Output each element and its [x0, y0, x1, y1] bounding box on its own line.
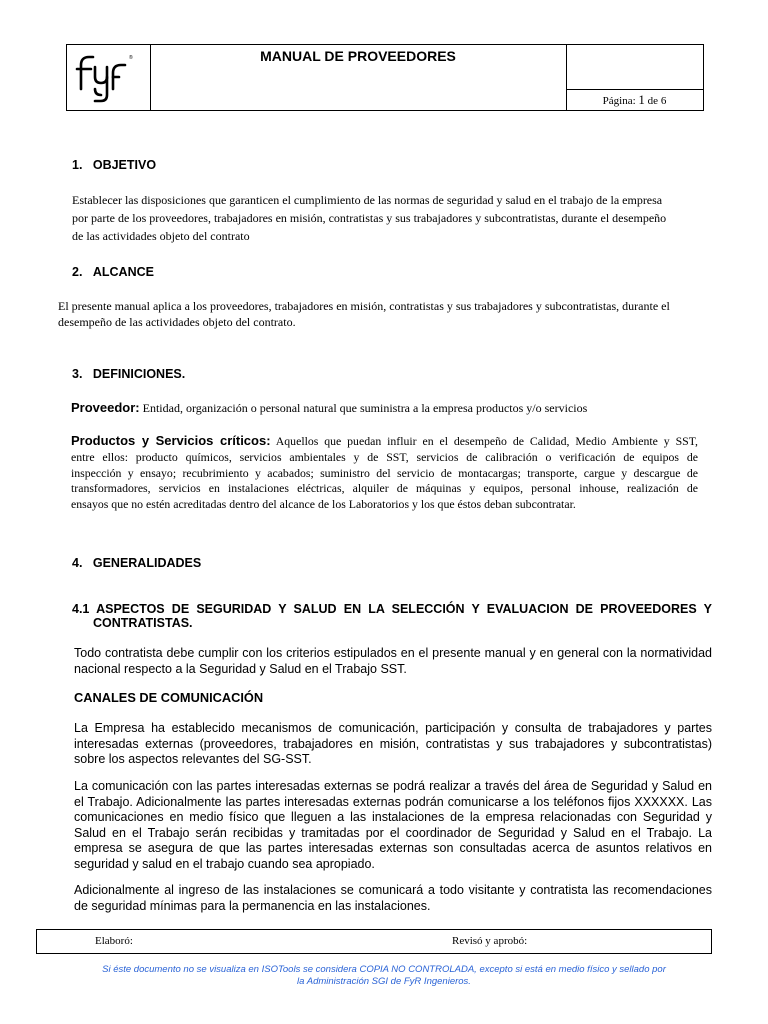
approval-box: [36, 929, 712, 954]
subsection-heading-4-1: 4.1 ASPECTOS DE SEGURIDAD Y SALUD EN LA SELECCIÓN Y EVALUACION DE PROVEEDORES Y CONTRATISTAS.: [72, 602, 712, 630]
company-logo: [67, 45, 150, 110]
section-heading-objetivo: 1. OBJETIVO: [72, 158, 157, 172]
objetivo-paragraph: Establecer las disposiciones que garanticen el cumplimiento de las normas de seguridad y salud en el trabajo de la empresa por parte de los proveedores, trabajadores en misión, contratistas y sus trabajadores y subcontratistas, durante el desempeño de las actividades objeto del contrato: [72, 193, 667, 243]
elaboro-label: Elaboró:: [95, 935, 133, 947]
section-heading-definiciones: 3. DEFINICIONES.: [72, 367, 186, 381]
page-counter: Página: 1 de 6: [602, 92, 667, 107]
document-title: MANUAL DE PROVEEDORES: [260, 48, 456, 64]
section-heading-alcance: 2. ALCANCE: [72, 265, 154, 279]
canales-heading: CANALES DE COMUNICACIÓN: [74, 690, 264, 705]
section-heading-generalidades: 4. GENERALIDADES: [72, 556, 202, 570]
generalidades-paragraph-3: La comunicación con las partes interesadas externas se podrá realizar a través del área de Seguridad y Salud en el Trabajo. Adicionalmente las partes interesadas externas podrán comunicarse a los teléfonos fijos XXXXXX. Las comunicaciones en medio físico que lleguen a las instalaciones de la empresa relacionadas con Seguridad y Salud en el Trabajo serán recibidas y tramitadas por el coordinador de Seguridad y Salud en el Trabajo. La empresa se asegura de que las partes interesadas externas son consultadas acerca de asuntos relativos en seguridad y salud en el trabajo cuando sea apropiado.: [74, 779, 712, 871]
reviso-label: Revisó y aprobó:: [452, 935, 528, 947]
definition-productos: Productos y Servicios críticos: Aquellos que puedan influir en el desempeño de Calidad, Medio Ambiente y SST, entre ellos: producto químicos, servicios ambientales y de SST, servicios de calibración o verificación de equipos de inspección y ensayo; recubrimiento y acabados; suministro del servicio de montacargas; transporte, cargue y descargue de transformadores, servicios en instalaciones eléctricas, alquiler de máquinas y equipos, personal inhouse, realización de ensayos que no estén acreditadas dentro del alcance de los Laboratorios y los que éstos deban subcontratar.: [71, 433, 698, 512]
generalidades-paragraph-4: Adicionalmente al ingreso de las instalaciones se comunicará a todo visitante y contratista las recomendaciones de seguridad mínimas para la permanencia en las instalaciones.: [74, 883, 712, 913]
code-cell: [566, 45, 703, 90]
title-cell: [150, 45, 567, 110]
uncontrolled-copy-notice: Si éste documento no se visualiza en ISOTools se considera COPIA NO CONTROLADA, excepto si está en medio físico y sellado por la Administración SGI de FyR Ingenieros.: [102, 964, 666, 987]
logo-cell: [67, 45, 151, 110]
document-header-table: [66, 44, 704, 111]
definition-proveedor: Proveedor: Entidad, organización o personal natural que suministra a la empresa productos y/o servicios: [71, 400, 588, 415]
svg-text:®: ®: [129, 55, 133, 61]
generalidades-paragraph-1: Todo contratista debe cumplir con los criterios estipulados en el presente manual y en general con la normatividad nacional respecto a la Seguridad y Salud en el Trabajo SST.: [74, 646, 712, 676]
page-info-cell: [566, 45, 703, 110]
generalidades-paragraph-2: La Empresa ha establecido mecanismos de comunicación, participación y consulta de trabajadores y partes interesadas externas (proveedores, trabajadores en misión, contratistas y sus trabajadores y subcontratistas) sobre los aspectos relevantes del SG-SST.: [74, 721, 712, 766]
alcance-paragraph: El presente manual aplica a los proveedores, trabajadores en misión, contratistas y sus trabajadores y subcontratistas, durante el desempeño de las actividades objeto del contrato.: [58, 299, 670, 329]
